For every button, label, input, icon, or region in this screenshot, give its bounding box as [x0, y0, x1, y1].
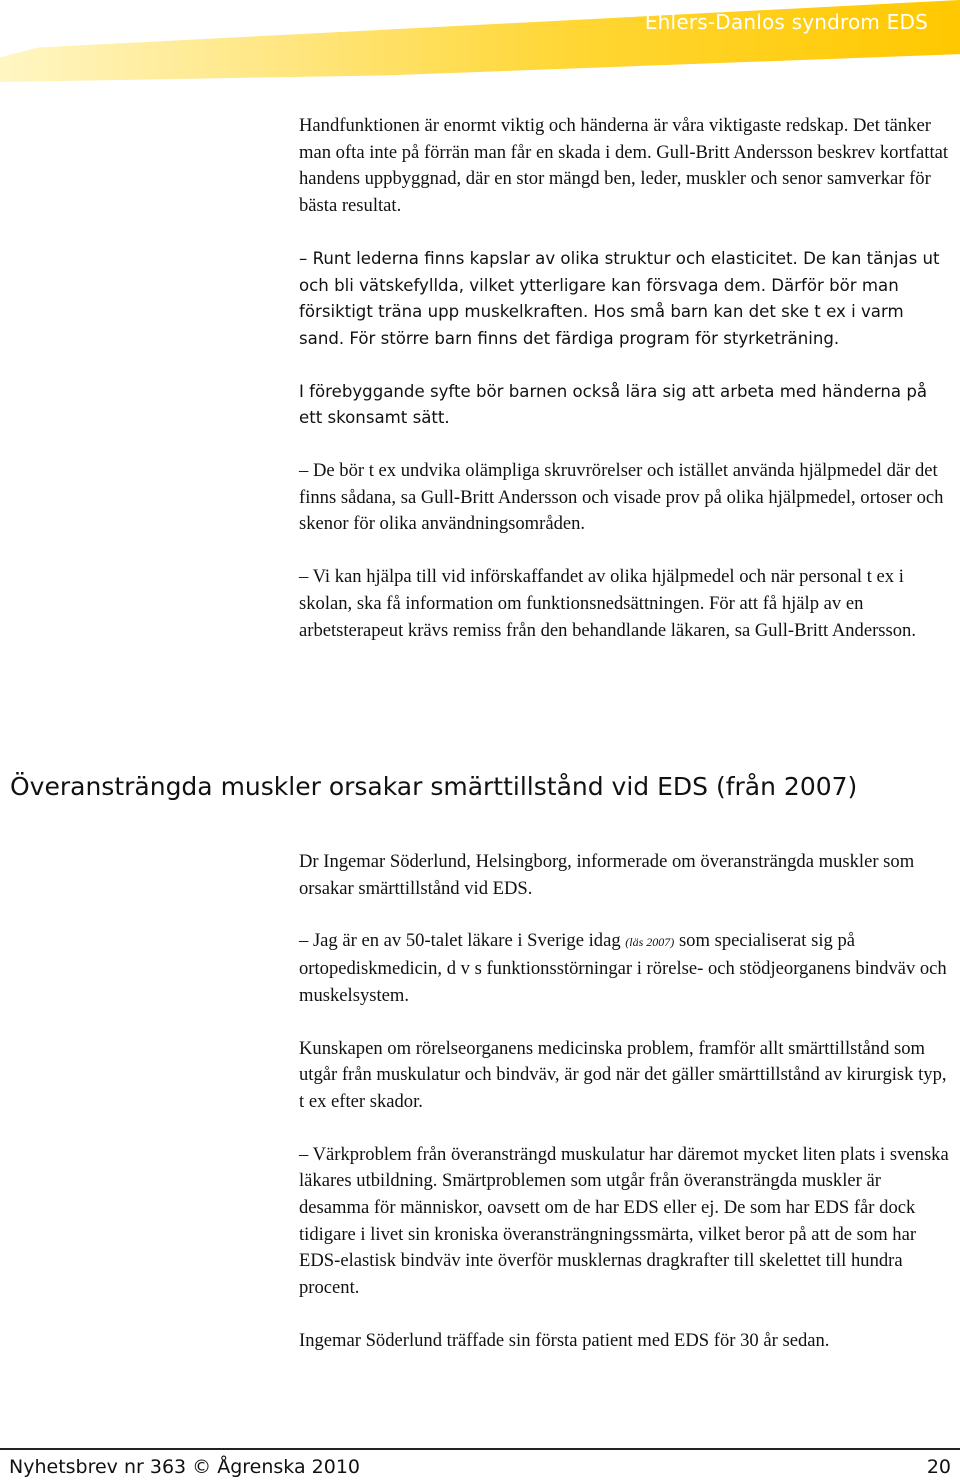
- footer-divider: [0, 1448, 960, 1450]
- section2-paragraph-2-end: som specialiserat sig på ortopediskmedicin, d v s funktionsstörningar i rörelse- och stödjeorganens bindväv och muskelsystem.: [299, 930, 947, 1006]
- section1-paragraph-2: – Runt lederna finns kapslar av olika struktur och elasticitet. De kan tänjas ut och bli vätskefyllda, vilket ytterligare kan försvaga dem. Därför bör man försiktigt träna upp muskelkraften. Hos små barn kan det ske t ex i varm sand. För större barn finns det färdiga program för styrketräning.: [299, 248, 940, 348]
- section1-paragraph-1: Handfunktionen är enormt viktig och händerna är våra viktigaste redskap. Det tänker man ofta inte på förrän man får en skada i dem. Gull-Britt Andersson beskrev kortfattat handens uppbyggnad, där en stor mängd ben, leder, muskler och senor samverkar för bästa resultat.: [299, 115, 949, 217]
- section1-paragraph-5: – Vi kan hjälpa till vid införskaffandet av olika hjälpmedel och när personal t ex i skolan, ska få information om funktionsnedsättningen. För att få hjälp av en arbetsterapeut krävs remiss från den behandlande läkaren, sa Gull-Britt Andersson.: [299, 566, 917, 641]
- section2-heading: Överansträngda muskler orsakar smärttillstånd vid EDS (från 2007): [10, 772, 858, 801]
- page-number: 20: [926, 1456, 951, 1478]
- section2-paragraph-5: Ingemar Söderlund träffade sin första patient med EDS för 30 år sedan.: [299, 1329, 830, 1351]
- section2-year-note: (läs 2007): [625, 935, 675, 950]
- footer-publication: Nyhetsbrev nr 363 © Ågrenska 2010: [9, 1456, 360, 1478]
- section2-body: [299, 849, 954, 1381]
- section2-paragraph-2: [299, 928, 954, 1009]
- section1-paragraph-3: I förebyggande syfte bör barnen också lära sig att arbeta med händerna på ett skonsamt sätt.: [299, 381, 928, 428]
- section2-paragraph-2-start: – Jag är en av 50-talet läkare i Sverige idag: [299, 930, 626, 952]
- section1-paragraph-4: – De bör t ex undvika olämpliga skruvrörelser och istället använda hjälpmedel där det finns sådana, sa Gull-Britt Andersson och visade prov på olika hjälpmedel, ortoser och skenor för olika användningsområden.: [299, 460, 944, 535]
- section2-paragraph-3: Kunskapen om rörelseorganens medicinska problem, framför allt smärttillstånd som utgår från muskulatur och bindväv, är god när det gäller smärttillstånd av kirurgisk typ, t ex efter skador.: [299, 1037, 947, 1112]
- section2-paragraph-4: – Värkproblem från överansträngd muskulatur har däremot mycket liten plats i svenska läkares utbildning. Smärtproblemen som utgår från överansträngda muskler är desamma för människor, oavsett om de har EDS eller ej. De som har EDS får dock tidigare i livet sin kroniska överansträngningssmärta, vilket beror på att de som har EDS-elastisk bindväv inte överför musklernas dragkrafter till skelettet till hundra procent.: [299, 1143, 949, 1299]
- header-title: Ehlers-Danlos syndrom EDS: [644, 10, 928, 34]
- section2-paragraph-1: Dr Ingemar Söderlund, Helsingborg, informerade om överansträngda muskler som orsakar smärttillstånd vid EDS.: [299, 851, 915, 899]
- section1-body: [299, 113, 954, 670]
